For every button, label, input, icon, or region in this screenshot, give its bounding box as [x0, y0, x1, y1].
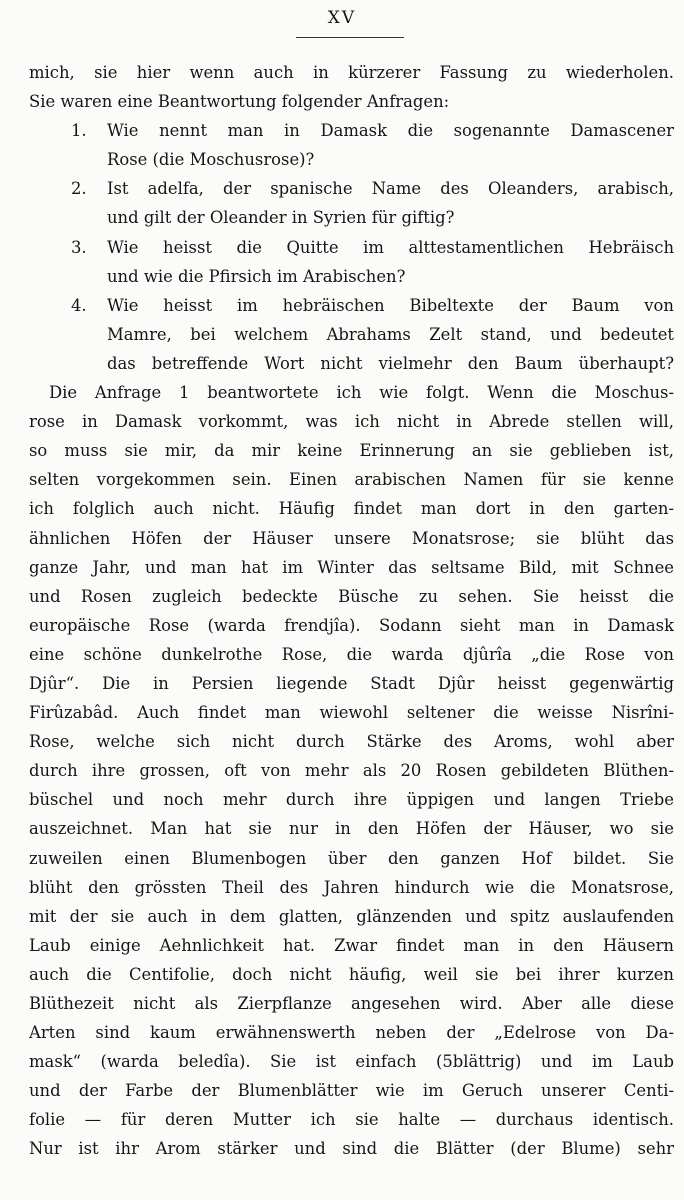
text-line: Arten sind kaum erwähnenswerth neben der „Edelrose von Da- [29, 1023, 674, 1043]
text-line: mask“ (warda beledîa). Sie ist einfach (5blättrig) und im Laub [29, 1052, 674, 1072]
text-line: mit der sie auch in dem glatten, glänzenden und spitz auslaufenden [29, 906, 674, 926]
text-line: Wie heisst die Quitte im alttestamentlichen Hebräisch [107, 237, 674, 257]
text-line: Die Anfrage 1 beantwortete ich wie folgt. Wenn die Moschus- [49, 383, 674, 403]
text-line: eine schöne dunkelrothe Rose, die warda djûrîa „die Rose von [29, 644, 674, 664]
text-line: Wie nennt man in Damask die sogenannte Damascener [107, 121, 674, 141]
text-line: Djûr“. Die in Persien liegende Stadt Djûr heisst gegenwärtig [29, 673, 674, 693]
text-line: Laub einige Aehnlichkeit hat. Zwar findet man in den Häusern [29, 935, 674, 955]
text-line: und wie die Pfirsich im Arabischen? [107, 266, 406, 286]
text-line: folie — für deren Mutter ich sie halte — durchaus identisch. [29, 1110, 674, 1130]
text-line: Blüthezeit nicht als Zierpflanze angesehen wird. Aber alle diese [29, 994, 674, 1013]
text-line: und gilt der Oleander in Syrien für giftig? [107, 208, 455, 228]
text-line: Ist adelfa, der spanische Name des Oleanders, arabisch, [107, 179, 674, 199]
question-number: 2. [71, 179, 87, 199]
question-list [29, 116, 674, 378]
question-number: 3. [71, 237, 87, 257]
text-line: europäische Rose (warda frendjîa). Sodann sieht man in Damask [29, 615, 674, 635]
question-item-1 [29, 116, 674, 174]
page-number: XV [327, 8, 357, 28]
text-line: ich folglich auch nicht. Häufig findet man dort in den garten- [29, 499, 674, 519]
text-line: Sie waren eine Beantwortung folgender Anfragen: [29, 92, 450, 112]
body-text [29, 58, 674, 1164]
text-line: Nur ist ihr Arom stärker und sind die Blätter (der Blume) sehr [29, 1139, 674, 1159]
text-line: ähnlichen Höfen der Häuser unsere Monatsrose; sie blüht das [29, 528, 674, 548]
header-rule [296, 37, 404, 38]
text-line: auszeichnet. Man hat sie nur in den Höfen der Häuser, wo sie [29, 819, 674, 839]
text-line: so muss sie mir, da mir keine Erinnerung an sie geblieben ist, [29, 441, 674, 461]
text-line: büschel und noch mehr durch ihre üppigen und langen Triebe [29, 790, 674, 810]
text-line: und der Farbe der Blumenblätter wie im Geruch unserer Centi- [29, 1081, 674, 1101]
question-number: 4. [71, 295, 87, 315]
text-line: rose in Damask vorkommt, was ich nicht in Abrede stellen will, [29, 412, 674, 432]
text-line: blüht den grössten Theil des Jahren hindurch wie die Monatsrose, [29, 877, 674, 897]
question-item-2 [29, 174, 674, 232]
question-item-4 [29, 291, 674, 378]
text-line: Rose (die Moschusrose)? [107, 150, 315, 170]
text-line: und Rosen zugleich bedeckte Büsche zu sehen. Sie heisst die [29, 586, 674, 606]
text-line: Wie heisst im hebräischen Bibeltexte der Baum von [107, 295, 674, 315]
text-line: auch die Centifolie, doch nicht häufig, weil sie bei ihrer kurzen [29, 964, 674, 984]
text-line: mich, sie hier wenn auch in kürzerer Fassung zu wiederholen. [29, 63, 674, 82]
text-line: durch ihre grossen, oft von mehr als 20 Rosen gebildeten Blüthen- [29, 761, 674, 781]
text-line: Rose, welche sich nicht durch Stärke des Aroms, wohl aber [29, 732, 674, 752]
question-number: 1. [71, 121, 87, 141]
text-line: ganze Jahr, und man hat im Winter das seltsame Bild, mit Schnee [29, 557, 674, 577]
text-line: Firûzabâd. Auch findet man wiewohl seltener die weisse Nisrîni- [29, 703, 674, 723]
text-line: Mamre, bei welchem Abrahams Zelt stand, und bedeutet [107, 324, 674, 344]
text-line: das betreffende Wort nicht vielmehr den Baum überhaupt? [107, 353, 674, 373]
text-line: zuweilen einen Blumenbogen über den ganzen Hof bildet. Sie [29, 848, 674, 868]
text-line: selten vorgekommen sein. Einen arabischen Namen für sie kenne [29, 470, 674, 490]
answer-paragraph [29, 378, 674, 1164]
question-item-3 [29, 233, 674, 291]
